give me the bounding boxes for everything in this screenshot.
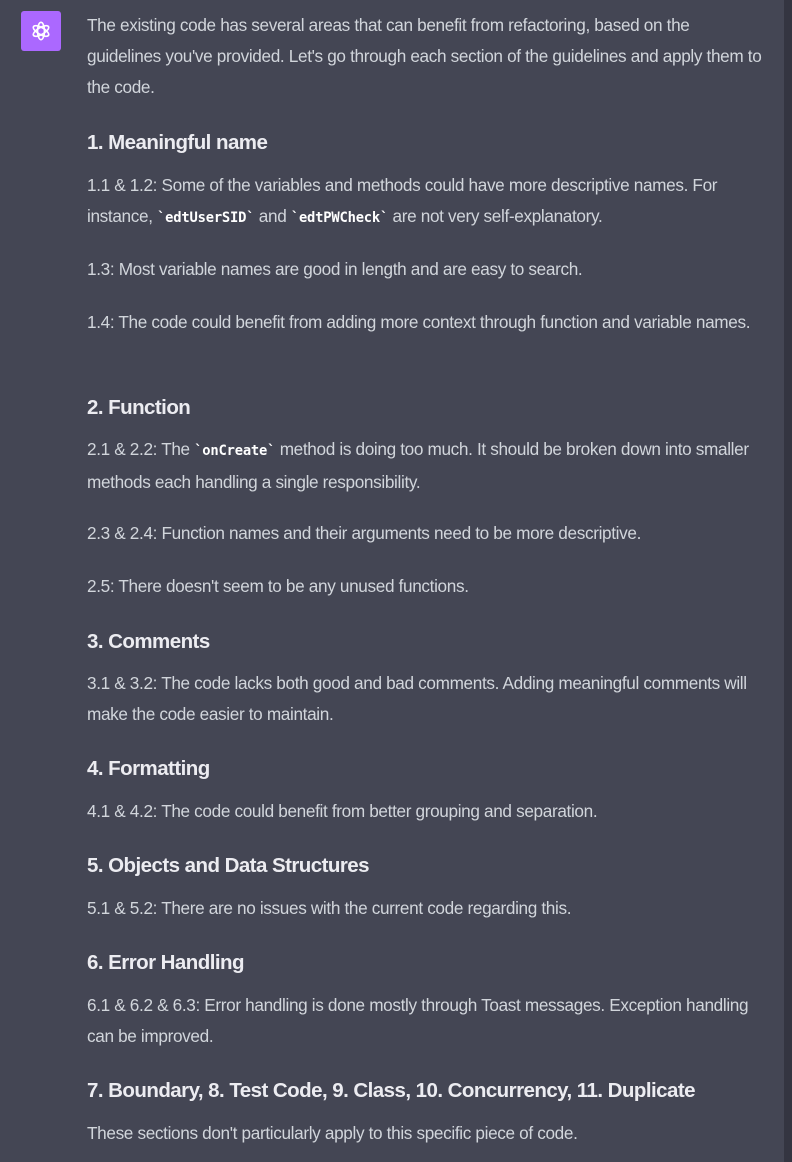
paragraph-1-1: 1.1 & 1.2: Some of the variables and methods could have more descriptive names. For instance, `edtUserSID` and `edtPWCheck` are not very self-explanatory. (87, 175, 718, 226)
paragraph-5-1: 5.1 & 5.2: There are no issues with the current code regarding this. (87, 898, 572, 918)
section-heading-error-handling: 6. Error Handling (87, 951, 244, 974)
inline-code: `edtUserSID` (157, 210, 255, 226)
section-heading-remaining: 7. Boundary, 8. Test Code, 9. Class, 10. Concurrency, 11. Duplicate (87, 1079, 695, 1102)
paragraph-2-3: 2.3 & 2.4: Function names and their arguments need to be more descriptive. (87, 523, 642, 543)
section-heading-formatting: 4. Formatting (87, 757, 210, 780)
paragraph-1-4: 1.4: The code could benefit from adding more context through function and variable names. (87, 312, 751, 332)
paragraph-4-1: 4.1 & 4.2: The code could benefit from better grouping and separation. (87, 801, 598, 821)
section-heading-objects-data-structures: 5. Objects and Data Structures (87, 854, 369, 877)
section-heading-meaningful-name: 1. Meaningful name (87, 131, 268, 154)
intro-paragraph: The existing code has several areas that can benefit from refactoring, based on the guidelines you've provided. Let's go through each section of the guidelines and apply them to the code. (87, 15, 762, 97)
paragraph-1-3: 1.3: Most variable names are good in length and are easy to search. (87, 259, 583, 279)
paragraph-7-11: These sections don't particularly apply to this specific piece of code. (87, 1123, 578, 1143)
paragraph-3-1: 3.1 & 3.2: The code lacks both good and bad comments. Adding meaningful comments will make the code easier to maintain. (87, 673, 747, 724)
paragraph-2-1: 2.1 & 2.2: The `onCreate` method is doing too much. It should be broken down into smaller methods each handling a single responsibility. (87, 439, 749, 492)
paragraph-6-1: 6.1 & 6.2 & 6.3: Error handling is done mostly through Toast messages. Exception handling can be improved. (87, 995, 749, 1046)
scrollbar-track[interactable] (784, 0, 792, 1162)
paragraph-2-5: 2.5: There doesn't seem to be any unused functions. (87, 576, 469, 596)
openai-logo-icon (28, 18, 54, 44)
inline-code: `onCreate` (194, 443, 276, 459)
assistant-avatar (21, 11, 61, 51)
section-heading-function: 2. Function (87, 396, 191, 419)
inline-code: `edtPWCheck` (290, 210, 389, 226)
section-heading-comments: 3. Comments (87, 630, 210, 653)
